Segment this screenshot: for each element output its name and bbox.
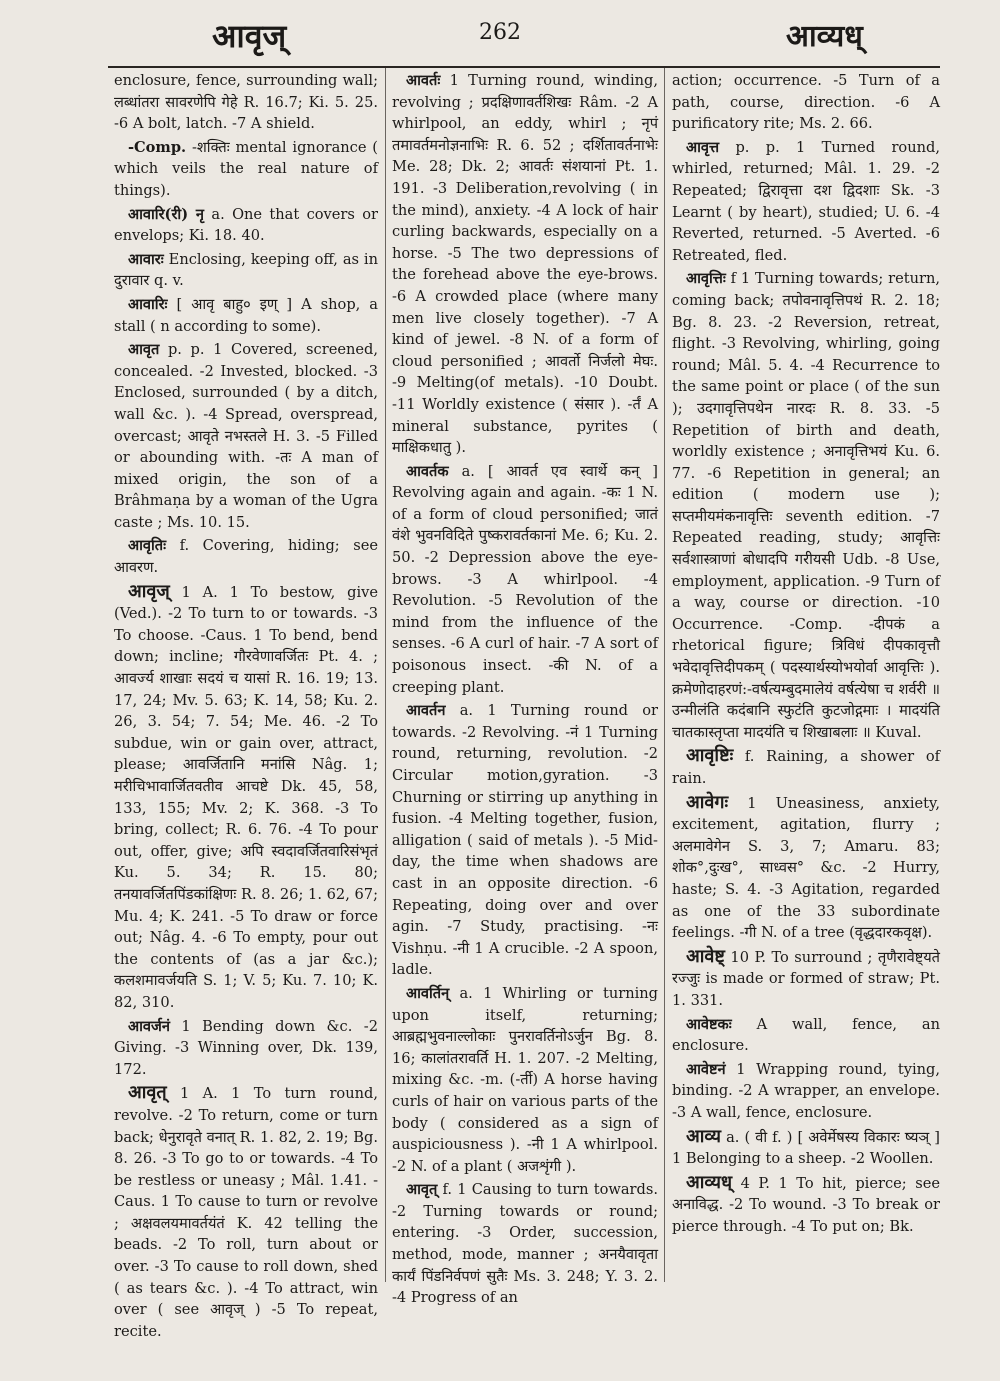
entry-definition: f. 1 Causing to turn towards. -2 Turning towards or round; entering. -3 Order, succession, method, mode, manner ; अनयैवावृता कार्यं पिंडनिर्वपणं सुतैः Ms. 3. 248; Y. 3. 2. -4 Progress of an xyxy=(392,1181,658,1307)
header-left-guideword: आवृज् xyxy=(212,17,287,55)
dictionary-entry xyxy=(672,1059,940,1124)
entry-headword: आवेष्टनं xyxy=(686,1060,726,1078)
entry-definition: a. One that covers or envelops; Ki. 18. 40. xyxy=(114,205,379,245)
page-number: 262 xyxy=(479,20,521,45)
dictionary-entry xyxy=(672,1172,940,1238)
dictionary-entry xyxy=(672,70,940,135)
entry-definition: 1 A. 1 To turn round, revolve. -2 To return, come or turn back; धेनुरावृते वनात् R. 1. 82, 2. 19; Bg. 8. 26. -3 To go to or towards. -4 To be restless or uneasy ; Mâl. 1.41. -Caus. 1 To cause to turn or revolve ; अक्षवलयमावर्तयंतं K. 42 telling the beads. -2 To roll, turn about or over. -3 To cause to roll down, shed ( as tears &c. ). -4 To attract, win over ( see आवृज् ) -5 To repeat, recite. xyxy=(114,1085,379,1340)
entry-definition: -शक्तिः mental ignorance ( which veils the real nature of things). xyxy=(114,138,378,199)
entry-headword: आवृत्त xyxy=(686,138,720,156)
entry-definition: p. p. 1 Covered, screened, concealed. -2 Invested, blocked. -3 Enclosed, surrounded ( by a ditch, wall &c. ). -4 Spread, overspread, overcast; आवृते नभस्तले H. 3. -5 Filled or abounding with. -तः A man of mixed origin, the son of a Brâhmaṇa by a woman of the Ugra caste ; Ms. 10. 15. xyxy=(114,341,378,531)
entry-definition: 1 Turning round, winding, revolving ; प्रदक्षिणावर्तशिखः Râm. -2 A whirlpool, an eddy, whirl ; नृपं तमावर्तमनोज्ञनाभिः R. 6. 52 ; दर्शितावर्तनाभेः Me. 28; Dk. 2; आवर्तः संशयानां Pt. 1. 191. -3 Deliberation,revolving ( in the mind), anxiety. -4 A lock of hair curling backwards, especially on a horse. -5 The two depressions of the forehead above the eye-brows. -6 A crowded place (where many men live closely together). -7 A kind of jewel. -8 N. of a form of cloud personified ; आवर्तो निर्जलो मेघः. -9 Melting(of metals). -10 Doubt. -11 Worldly existence ( संसार ). -र्तं A mineral substance, pyrites ( माक्षिकधातु ). xyxy=(392,72,659,457)
entry-headword: आवृतिः xyxy=(128,537,167,555)
entry-definition: a. ( वी f. ) [ अवेर्मेषस्य विकारः ष्यञ् ] 1 Belonging to a sheep. -2 Woollen. xyxy=(672,1128,940,1168)
entry-definition: a. 1 Turning round or towards. -2 Revolving. -नं 1 Turning round, returning, revolution. -2 Circular motion,gyration. -3 Churning or stirring up anything in fusion. -4 Melting together, fusion, alligation ( said of metals ). -5 Mid-day, the time when shadows are cast in an opposite direction. -6 Repeating, doing over and over agin. -7 Study, practising. -नः Vishṇu. -नी 1 A crucible. -2 A spoon, ladle. xyxy=(392,702,659,979)
column-right xyxy=(672,70,940,1282)
dictionary-entry xyxy=(392,70,658,459)
header-right-guideword: आव्यध् xyxy=(786,19,863,54)
entry-definition: 1 A. 1 To bestow, give (Ved.). -2 To turn to or towards. -3 To choose. -Caus. 1 To bend, bend down; incline; गौरवेणावर्जितः Pt. 4. ; आवर्ज्य शाखाः सदयं च यासां R. 16. 19; 13. 17, 24; Mv. 5. 63; K. 14, 58; Ku. 2. 26, 3. 54; 7. 54; Me. 46. -2 To subdue, win or gain over, attract, please; आवर्जितानि मनांसि Nâg. 1; मरीचिभावार्जितवतीव आचष्टे Dk. 45, 58, 133, 155; Mv. 2; K. 368. -3 To bring, collect; R. 6. 76. -4 To pour out, offer, give; अपि स्वदावर्जितवारिसंभृतं Ku. 5. 34; R. 15. 80; तनयावर्जितपिंडकांक्षिणः R. 8. 26; 1. 62, 67; Mu. 4; K. 241. -5 To draw or force out; Nâg. 4. -6 To empty, pour out the contents of (as a jar &c.); कलशमावर्जयति S. 1; V. 5; Ku. 7. 10; K. 82, 310. xyxy=(114,583,378,1011)
dictionary-entry xyxy=(392,461,658,699)
entry-definition: a. [ आवर्त एव स्वार्थे कन् ] Revolving again and again. -कः 1 N. of a form of cloud personified; जातं वंशे भुवनविदिते पुष्करावर्तकानां Me. 6; Ku. 2. 50. -2 Depression above the eye-brows. -3 A whirlpool. -4 Revolution. -5 Revolution of the mind from the influence of the senses. -6 A curl of hair. -7 A sort of poisonous insect. -की N. of a creeping plant. xyxy=(392,462,659,696)
entry-headword: आवर्जनं xyxy=(128,1017,170,1035)
entry-headword: आवर्तिन् xyxy=(406,984,450,1002)
dictionary-entry xyxy=(672,268,940,743)
entry-definition: 4 P. 1 To hit, pierce; see अनाविद्ध. -2 To wound. -3 To break or pierce through. -4 To put on; Bk. xyxy=(672,1174,940,1235)
entry-headword: आवारि(री) नृ xyxy=(128,205,205,223)
dictionary-entry xyxy=(114,1016,378,1081)
entry-definition: p. p. 1 Turned round, whirled, returned; Mâl. 1. 29. -2 Repeated; द्विरावृत्ता दश द्विदशाः Sk. -3 Learnt ( by heart), studied; U. 6. -4 Reverted, returned. -5 Averted. -6 Retreated, fled. xyxy=(672,138,940,264)
entry-headword: आव्यध् xyxy=(686,1171,733,1193)
column-left xyxy=(114,70,379,1340)
dictionary-entry xyxy=(114,339,378,533)
entry-definition: a. 1 Whirling or turning upon itself, returning; आब्रह्मभुवनाल्लोकाः पुनरावर्तिनोऽर्जुन Bg. 8. 16; कालांतरावर्ति H. 1. 207. -2 Melting, mixing &c. -m. (-र्ती) A horse having curls of hair on various parts of the body ( considered as a sign of auspiciousness ). -नी 1 A whirlpool. -2 N. of a plant ( अजशृंगी ). xyxy=(392,984,659,1175)
dictionary-entry xyxy=(672,137,940,267)
entry-definition: 1 Bending down &c. -2 Giving. -3 Winning over, Dk. 139, 172. xyxy=(114,1017,379,1078)
dictionary-entry xyxy=(392,700,658,981)
dictionary-entry xyxy=(672,745,940,789)
dictionary-entry xyxy=(672,792,940,944)
entry-definition: 10 P. To surround ; तृणैरावेष्ट्यते रज्जुः is made or formed of straw; Pt. 1. 331. xyxy=(672,948,940,1009)
dictionary-entry xyxy=(114,70,378,135)
dictionary-entry xyxy=(672,946,940,1012)
entry-definition: 1 Wrapping round, tying, binding. -2 A wrapper, an envelope. -3 A wall, fence, enclosure. xyxy=(672,1060,940,1121)
entry-headword: आवेष्टकः xyxy=(686,1015,732,1033)
column-middle xyxy=(392,70,659,1307)
entry-headword: आवृत् xyxy=(406,1181,438,1199)
entry-headword: आवारिः xyxy=(128,295,168,313)
entry-headword: आवेगः xyxy=(686,791,729,813)
header-rule xyxy=(108,66,940,68)
dictionary-entry xyxy=(114,204,378,247)
entry-headword: आवृत् xyxy=(128,1082,167,1104)
column-divider xyxy=(664,68,665,1282)
column-divider xyxy=(385,68,386,1282)
entry-headword: आवर्तः xyxy=(406,72,441,89)
entry-headword: आवृष्टिः xyxy=(686,745,734,767)
entry-definition: f. Covering, hiding; see आवरण. xyxy=(114,537,378,577)
entry-definition: f. Raining, a shower of rain. xyxy=(672,748,941,787)
dictionary-entry xyxy=(114,294,378,337)
dictionary-entry xyxy=(114,1082,378,1342)
entry-headword: आवर्तक xyxy=(406,462,449,480)
entry-definition: [ आवृ बाहु० इण् ] A shop, a stall ( n according to some). xyxy=(114,295,379,335)
dictionary-entry xyxy=(672,1126,940,1170)
entry-headword: आवारः xyxy=(128,250,164,268)
page-header xyxy=(0,14,1000,58)
dictionary-entry xyxy=(114,581,378,1014)
dictionary-entry xyxy=(114,249,378,292)
entry-definition: f 1 Turning towards; return, coming back; तपोवनावृत्तिपथं R. 2. 18; Bg. 8. 23. -2 Reversion, retreat, flight. -3 Revolving, whirling, going round; Mâl. 5. 4. -4 Recurrence to the same point or place ( of the sun ); उदगावृत्तिपथेन नारदः R. 8. 33. -5 Repetition of birth and death, worldly existence ; अनावृत्तिभयं Ku. 6. 77. -6 Repetition in general; an edition ( modern use ); सप्तमीयमंकनावृत्तिः seventh edition. -7 Repeated reading, study; आवृत्तिः सर्वशास्त्राणां बोधादपि गरीयसी Udb. -8 Use, employment, application. -9 Turn of a way, course or direction. -10 Occurrence. -Comp. -दीपकं a rhetorical figure; त्रिविधं दीपकावृत्तौ भवेदावृत्तिदीपकम् ( पदस्यार्थस्योभयोर्वा आवृत्तिः ). क्रमेणोदाहरणं:-वर्षत्यम्बुदमालेयं वर्षत्येषा च शर्वरी ॥ उन्मीलंति कदंबानि स्फुटंति कुटजोद्गमाः । मादयंति चातकास्तृप्ता मादयंति च शिखाबलाः ॥ Kuval. xyxy=(672,270,941,741)
entry-definition: Enclosing, keeping off, as in दुरावार q. v. xyxy=(114,250,379,290)
entry-headword: -Comp. xyxy=(128,138,187,156)
dictionary-entry xyxy=(672,1014,940,1057)
dictionary-entry xyxy=(392,1179,658,1309)
dictionary-entry xyxy=(392,983,658,1177)
entry-headword: आवृत xyxy=(128,341,160,359)
entry-headword: आवेष्ट् xyxy=(686,945,725,967)
entry-definition: A wall, fence, an enclosure. xyxy=(672,1015,941,1055)
entry-definition: action; occurrence. -5 Turn of a path, course, direction. -6 A purificatory rite; Ms. 2. 66. xyxy=(672,72,940,133)
dictionary-entry xyxy=(114,137,378,202)
entry-headword: आवृज् xyxy=(128,580,170,602)
entry-definition: 1 Uneasiness, anxiety, excitement, agitation, flurry ; अलमावेगेन S. 3, 7; Amaru. 83; शोक°,दुःख°, साध्वस° &c. -2 Hurry, haste; S. 4. -3 Agitation, regarded as one of the 33 subordinate feelings. -गी N. of a tree (वृद्धदारकवृक्ष). xyxy=(672,794,940,942)
entry-headword: आव्य xyxy=(686,1125,721,1147)
entry-headword: आवृत्तिः xyxy=(686,270,726,288)
entry-definition: enclosure, fence, surrounding wall; लब्धांतरा सावरणेपि गेहे R. 16.7; Ki. 5. 25. -6 A bolt, latch. -7 A shield. xyxy=(114,72,378,133)
dictionary-entry xyxy=(114,535,378,578)
entry-headword: आवर्तन xyxy=(406,702,446,720)
